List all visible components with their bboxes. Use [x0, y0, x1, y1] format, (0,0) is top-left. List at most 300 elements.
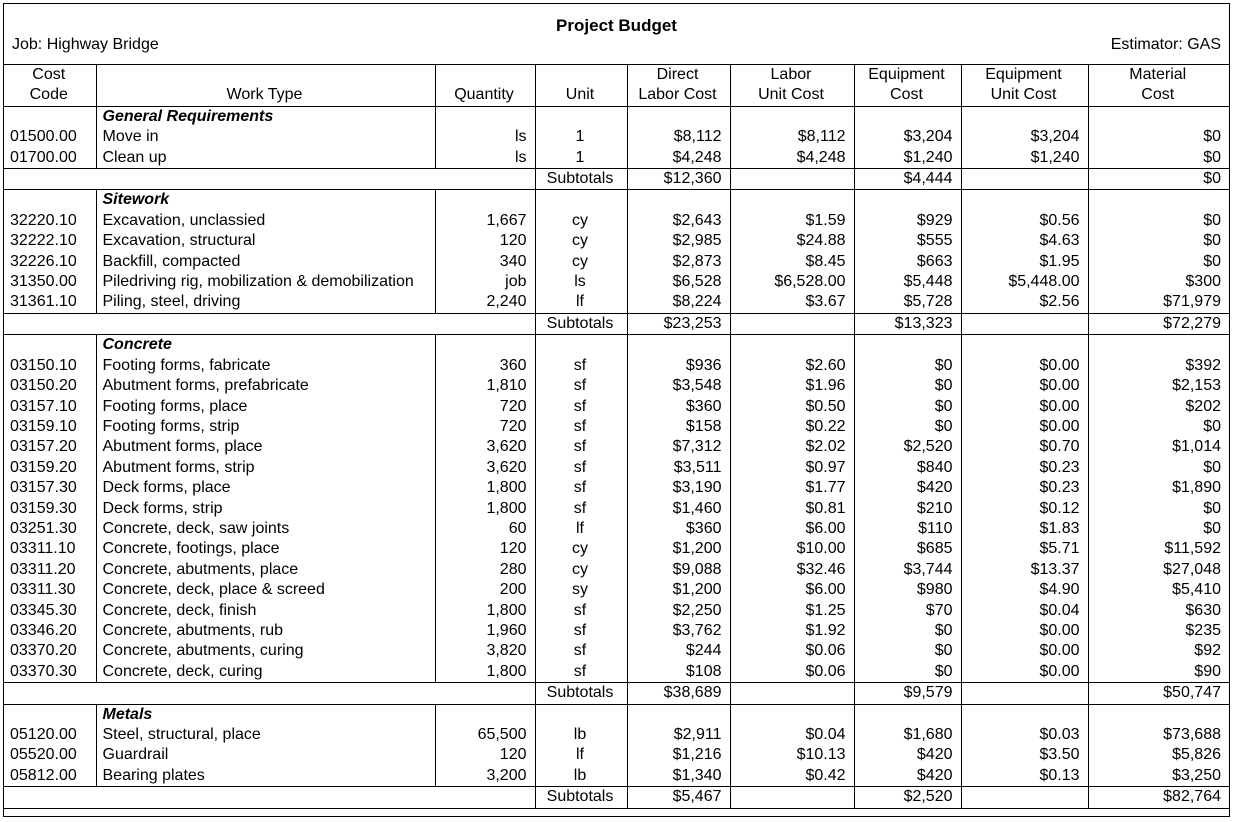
cell-equipment-unit-cost: $0.23 — [961, 458, 1088, 478]
cell-material-cost: $630 — [1088, 601, 1229, 621]
cell-labor-unit-cost: $1.77 — [730, 478, 854, 498]
empty-cell — [627, 704, 730, 725]
empty-cell — [627, 335, 730, 356]
cell-cost-code: 03159.20 — [10, 458, 77, 476]
cell-equipment-unit-cost: $13.37 — [961, 560, 1088, 580]
table-row — [4, 127, 1229, 147]
cell-material-cost: $300 — [1088, 272, 1229, 292]
table-row — [4, 662, 1229, 683]
cell-equipment-cost: $0 — [854, 662, 961, 683]
cell-unit: ls — [535, 272, 627, 292]
cell-labor-unit-cost: $6.00 — [730, 580, 854, 600]
cell-equipment-unit-cost: $0.00 — [961, 397, 1088, 417]
cell-direct-labor-cost: $6,528 — [627, 272, 730, 292]
cell-quantity: ls — [435, 148, 535, 169]
cell-cost-code: 32222.10 — [10, 232, 77, 250]
cell-work-type: Deck forms, strip — [96, 499, 435, 519]
cell-equipment-unit-cost: $0.04 — [961, 601, 1088, 621]
cell-cost-code: 05520.00 — [10, 746, 77, 764]
empty-cell — [854, 335, 961, 356]
empty-cell — [435, 169, 535, 190]
cell-unit: sf — [535, 417, 627, 437]
cell-cost-code: 32226.10 — [10, 252, 77, 270]
empty-cell — [961, 335, 1088, 356]
cell-cost-code: 03159.10 — [10, 417, 77, 435]
cell-unit: sf — [535, 437, 627, 457]
subtotal-direct-labor-cost: $38,689 — [627, 683, 730, 704]
table-row — [4, 397, 1229, 417]
subtotal-equipment-cost: $4,444 — [854, 169, 961, 190]
col-equipment-cost: Equipment Cost — [854, 65, 961, 107]
cell-material-cost: $392 — [1088, 356, 1229, 376]
cell-equipment-cost: $980 — [854, 580, 961, 600]
table-row — [4, 211, 1229, 231]
cell-equipment-unit-cost: $0.70 — [961, 437, 1088, 457]
table-row — [4, 292, 1229, 313]
empty-cell — [535, 335, 627, 356]
cell-unit: lb — [535, 766, 627, 787]
cell-material-cost: $0 — [1088, 127, 1229, 147]
cell-work-type: Excavation, structural — [96, 231, 435, 251]
cell-work-type: Footing forms, strip — [96, 417, 435, 437]
cell-work-type: Piling, steel, driving — [96, 292, 435, 313]
col-unit: Unit — [535, 65, 627, 107]
cell-direct-labor-cost: $8,224 — [627, 292, 730, 313]
cell-equipment-cost: $2,520 — [854, 437, 961, 457]
empty-cell — [4, 787, 96, 808]
cell-unit: lf — [535, 292, 627, 313]
section-name: Sitework — [96, 190, 435, 211]
empty-cell — [4, 335, 96, 356]
subtotal-equipment-cost: $2,520 — [854, 787, 961, 808]
cell-unit: cy — [535, 560, 627, 580]
cell-direct-labor-cost: $3,548 — [627, 376, 730, 396]
subtotal-equipment-cost: $9,579 — [854, 683, 961, 704]
cell-work-type: Steel, structural, place — [96, 725, 435, 745]
cell-cost-code: 01500.00 — [10, 128, 77, 146]
cell-equipment-unit-cost: $0.13 — [961, 766, 1088, 787]
cell-work-type: Guardrail — [96, 745, 435, 765]
cell-quantity: 3,200 — [435, 766, 535, 787]
cell-quantity: 1,800 — [435, 601, 535, 621]
cell-work-type: Backfill, compacted — [96, 252, 435, 272]
empty-cell — [435, 683, 535, 704]
cell-unit: sf — [535, 499, 627, 519]
cell-labor-unit-cost: $0.06 — [730, 641, 854, 661]
cell-equipment-unit-cost: $0.03 — [961, 725, 1088, 745]
cell-work-type: Abutment forms, strip — [96, 458, 435, 478]
cell-equipment-cost: $210 — [854, 499, 961, 519]
cell-cost-code: 03150.10 — [10, 356, 77, 374]
table-row — [4, 601, 1229, 621]
cell-unit: sf — [535, 397, 627, 417]
cell-material-cost: $27,048 — [1088, 560, 1229, 580]
table-row — [4, 417, 1229, 437]
subtotal-row — [4, 169, 1229, 190]
section-name: General Requirements — [96, 106, 435, 127]
page-title: Project Budget — [556, 16, 677, 35]
cell-labor-unit-cost: $0.81 — [730, 499, 854, 519]
cell-direct-labor-cost: $244 — [627, 641, 730, 661]
cell-direct-labor-cost: $1,460 — [627, 499, 730, 519]
cell-cost-code: 32220.10 — [10, 211, 77, 229]
table-row — [4, 148, 1229, 169]
cell-material-cost: $1,890 — [1088, 478, 1229, 498]
cell-labor-unit-cost: $0.97 — [730, 458, 854, 478]
cell-unit: sf — [535, 376, 627, 396]
subtotal-row — [4, 787, 1229, 808]
cell-quantity: ls — [435, 127, 535, 147]
section-header-row — [4, 335, 1229, 356]
cell-unit: cy — [535, 231, 627, 251]
cell-material-cost: $90 — [1088, 662, 1229, 683]
cell-cost-code: 05812.00 — [10, 766, 77, 784]
budget-table — [4, 64, 1229, 809]
section-header-row — [4, 704, 1229, 725]
table-row — [4, 766, 1229, 787]
cell-direct-labor-cost: $2,911 — [627, 725, 730, 745]
cell-labor-unit-cost: $32.46 — [730, 560, 854, 580]
cell-equipment-unit-cost: $0.56 — [961, 211, 1088, 231]
cell-labor-unit-cost: $6.00 — [730, 519, 854, 539]
cell-direct-labor-cost: $4,248 — [627, 148, 730, 169]
cell-equipment-unit-cost: $5.71 — [961, 539, 1088, 559]
cell-material-cost: $235 — [1088, 621, 1229, 641]
empty-cell — [961, 787, 1088, 808]
cell-material-cost: $0 — [1088, 231, 1229, 251]
cell-direct-labor-cost: $9,088 — [627, 560, 730, 580]
cell-cost-code: 03157.30 — [10, 479, 77, 497]
cell-unit: 1 — [535, 127, 627, 147]
empty-cell — [435, 313, 535, 334]
cell-work-type: Concrete, abutments, rub — [96, 621, 435, 641]
cell-work-type: Clean up — [96, 148, 435, 169]
table-row — [4, 560, 1229, 580]
cell-equipment-cost: $0 — [854, 641, 961, 661]
cell-equipment-unit-cost: $0.23 — [961, 478, 1088, 498]
cell-work-type: Concrete, abutments, curing — [96, 641, 435, 661]
cell-material-cost: $0 — [1088, 211, 1229, 231]
estimator-label: Estimator: GAS — [1110, 36, 1221, 53]
empty-cell — [961, 313, 1088, 334]
table-row — [4, 499, 1229, 519]
cell-equipment-cost: $420 — [854, 766, 961, 787]
cell-quantity: 1,800 — [435, 499, 535, 519]
empty-cell — [730, 190, 854, 211]
cell-equipment-cost: $110 — [854, 519, 961, 539]
col-direct-labor-cost: Direct Labor Cost — [627, 65, 730, 107]
cell-cost-code: 03157.10 — [10, 397, 77, 415]
empty-cell — [854, 190, 961, 211]
table-row — [4, 725, 1229, 745]
cell-quantity: job — [435, 272, 535, 292]
cell-equipment-cost: $840 — [854, 458, 961, 478]
cell-quantity: 200 — [435, 580, 535, 600]
empty-cell — [1088, 704, 1229, 725]
cell-cost-code: 03370.20 — [10, 642, 77, 660]
cell-equipment-cost: $3,204 — [854, 127, 961, 147]
cell-equipment-unit-cost: $0.00 — [961, 376, 1088, 396]
cell-equipment-unit-cost: $4.63 — [961, 231, 1088, 251]
cell-cost-code: 03251.30 — [10, 519, 77, 537]
cell-labor-unit-cost: $0.06 — [730, 662, 854, 683]
cell-direct-labor-cost: $2,985 — [627, 231, 730, 251]
cell-labor-unit-cost: $10.00 — [730, 539, 854, 559]
empty-cell — [730, 787, 854, 808]
table-row — [4, 252, 1229, 272]
cell-direct-labor-cost: $1,340 — [627, 766, 730, 787]
section-name: Concrete — [96, 335, 435, 356]
empty-cell — [854, 106, 961, 127]
cell-unit: sf — [535, 356, 627, 376]
cell-labor-unit-cost: $1.25 — [730, 601, 854, 621]
cell-quantity: 720 — [435, 397, 535, 417]
table-row — [4, 231, 1229, 251]
cell-work-type: Abutment forms, prefabricate — [96, 376, 435, 396]
empty-cell — [1088, 106, 1229, 127]
cell-quantity: 120 — [435, 745, 535, 765]
cell-labor-unit-cost: $3.67 — [730, 292, 854, 313]
cell-equipment-cost: $555 — [854, 231, 961, 251]
cell-equipment-cost: $420 — [854, 745, 961, 765]
empty-cell — [961, 704, 1088, 725]
empty-cell — [4, 313, 96, 334]
cell-unit: sf — [535, 478, 627, 498]
cell-material-cost: $202 — [1088, 397, 1229, 417]
subtotal-equipment-cost: $13,323 — [854, 313, 961, 334]
empty-cell — [535, 704, 627, 725]
cell-quantity: 1,960 — [435, 621, 535, 641]
cell-cost-code: 03157.20 — [10, 438, 77, 456]
subtotal-direct-labor-cost: $5,467 — [627, 787, 730, 808]
empty-cell — [730, 683, 854, 704]
section-name: Metals — [96, 704, 435, 725]
cell-cost-code: 31350.00 — [10, 273, 77, 291]
cell-material-cost: $0 — [1088, 148, 1229, 169]
empty-cell — [435, 704, 535, 725]
cell-cost-code: 03311.20 — [10, 560, 76, 578]
cell-labor-unit-cost: $8,112 — [730, 127, 854, 147]
cell-equipment-cost: $420 — [854, 478, 961, 498]
cell-equipment-cost: $70 — [854, 601, 961, 621]
cell-unit: cy — [535, 211, 627, 231]
cell-labor-unit-cost: $8.45 — [730, 252, 854, 272]
empty-cell — [4, 704, 96, 725]
table-row — [4, 478, 1229, 498]
cell-equipment-cost: $0 — [854, 356, 961, 376]
cell-cost-code: 31361.10 — [10, 293, 77, 311]
cell-work-type: Bearing plates — [96, 766, 435, 787]
cell-material-cost: $2,153 — [1088, 376, 1229, 396]
job-label: Job: Highway Bridge — [12, 36, 159, 53]
empty-cell — [1088, 335, 1229, 356]
subtotal-label: Subtotals — [535, 313, 627, 334]
cell-cost-code: 03370.30 — [10, 662, 77, 680]
cell-equipment-cost: $0 — [854, 376, 961, 396]
cell-unit: sf — [535, 601, 627, 621]
cell-labor-unit-cost: $0.22 — [730, 417, 854, 437]
cell-unit: cy — [535, 539, 627, 559]
cell-material-cost: $3,250 — [1088, 766, 1229, 787]
cell-unit: lf — [535, 745, 627, 765]
cell-work-type: Concrete, footings, place — [96, 539, 435, 559]
cell-direct-labor-cost: $3,511 — [627, 458, 730, 478]
section-header-row — [4, 106, 1229, 127]
empty-cell — [96, 313, 435, 334]
cell-equipment-unit-cost: $4.90 — [961, 580, 1088, 600]
cell-cost-code: 03346.20 — [10, 621, 77, 639]
col-cost-code: Cost Code — [4, 65, 96, 107]
subtotal-row — [4, 313, 1229, 334]
cell-labor-unit-cost: $2.02 — [730, 437, 854, 457]
table-row — [4, 356, 1229, 376]
cell-quantity: 2,240 — [435, 292, 535, 313]
cell-equipment-unit-cost: $1.83 — [961, 519, 1088, 539]
empty-cell — [435, 190, 535, 211]
cell-equipment-cost: $1,240 — [854, 148, 961, 169]
cell-work-type: Footing forms, place — [96, 397, 435, 417]
cell-material-cost: $0 — [1088, 458, 1229, 478]
cell-quantity: 65,500 — [435, 725, 535, 745]
cell-equipment-unit-cost: $1,240 — [961, 148, 1088, 169]
cell-work-type: Piledriving rig, mobilization & demobilization — [96, 272, 435, 292]
cell-cost-code: 03311.30 — [10, 581, 76, 599]
cell-cost-code: 03159.30 — [10, 499, 77, 517]
cell-direct-labor-cost: $360 — [627, 397, 730, 417]
cell-direct-labor-cost: $2,643 — [627, 211, 730, 231]
cell-direct-labor-cost: $1,200 — [627, 539, 730, 559]
cell-labor-unit-cost: $0.50 — [730, 397, 854, 417]
empty-cell — [4, 169, 96, 190]
cell-direct-labor-cost: $8,112 — [627, 127, 730, 147]
cell-work-type: Deck forms, place — [96, 478, 435, 498]
cell-equipment-unit-cost: $0.00 — [961, 641, 1088, 661]
table-row — [4, 641, 1229, 661]
cell-unit: sf — [535, 662, 627, 683]
empty-cell — [730, 169, 854, 190]
cell-labor-unit-cost: $0.04 — [730, 725, 854, 745]
empty-cell — [730, 335, 854, 356]
cell-material-cost: $5,410 — [1088, 580, 1229, 600]
table-row — [4, 539, 1229, 559]
cell-unit: sf — [535, 621, 627, 641]
cell-equipment-unit-cost: $5,448.00 — [961, 272, 1088, 292]
empty-cell — [961, 683, 1088, 704]
cell-direct-labor-cost: $936 — [627, 356, 730, 376]
cell-quantity: 120 — [435, 539, 535, 559]
section-header-row — [4, 190, 1229, 211]
col-material-cost: Material Cost — [1088, 65, 1229, 107]
cell-quantity: 280 — [435, 560, 535, 580]
cell-work-type: Move in — [96, 127, 435, 147]
empty-cell — [854, 704, 961, 725]
cell-cost-code: 05120.00 — [10, 726, 77, 743]
cell-direct-labor-cost: $3,190 — [627, 478, 730, 498]
cell-unit: 1 — [535, 148, 627, 169]
empty-cell — [535, 190, 627, 211]
cell-direct-labor-cost: $108 — [627, 662, 730, 683]
cell-equipment-cost: $0 — [854, 417, 961, 437]
header-row — [4, 65, 1229, 107]
subtotal-material-cost: $50,747 — [1088, 683, 1229, 704]
cell-cost-code: 03311.10 — [10, 540, 76, 558]
cell-labor-unit-cost: $2.60 — [730, 356, 854, 376]
cell-work-type: Abutment forms, place — [96, 437, 435, 457]
cell-unit: sy — [535, 580, 627, 600]
cell-quantity: 60 — [435, 519, 535, 539]
empty-cell — [961, 190, 1088, 211]
cell-equipment-cost: $0 — [854, 397, 961, 417]
table-row — [4, 745, 1229, 765]
cell-equipment-cost: $929 — [854, 211, 961, 231]
empty-cell — [961, 169, 1088, 190]
empty-cell — [96, 169, 435, 190]
col-equipment-unit-cost: Equipment Unit Cost — [961, 65, 1088, 107]
cell-equipment-unit-cost: $3.50 — [961, 745, 1088, 765]
cell-equipment-cost: $0 — [854, 621, 961, 641]
cell-unit: sf — [535, 641, 627, 661]
col-work-type: Work Type — [96, 65, 435, 107]
cell-equipment-cost: $663 — [854, 252, 961, 272]
cell-labor-unit-cost: $4,248 — [730, 148, 854, 169]
cell-material-cost: $0 — [1088, 519, 1229, 539]
cell-cost-code: 03345.30 — [10, 601, 77, 619]
cell-material-cost: $71,979 — [1088, 292, 1229, 313]
cell-material-cost: $92 — [1088, 641, 1229, 661]
table-row — [4, 437, 1229, 457]
cell-work-type: Concrete, abutments, place — [96, 560, 435, 580]
cell-equipment-cost: $685 — [854, 539, 961, 559]
budget-sheet — [3, 3, 1230, 817]
cell-work-type: Concrete, deck, finish — [96, 601, 435, 621]
cell-material-cost: $73,688 — [1088, 725, 1229, 745]
table-row — [4, 458, 1229, 478]
empty-cell — [96, 683, 435, 704]
table-row — [4, 621, 1229, 641]
cell-material-cost: $0 — [1088, 499, 1229, 519]
cell-material-cost: $0 — [1088, 252, 1229, 272]
cell-quantity: 3,820 — [435, 641, 535, 661]
col-labor-unit-cost: Labor Unit Cost — [730, 65, 854, 107]
empty-cell — [435, 787, 535, 808]
cell-quantity: 340 — [435, 252, 535, 272]
cell-material-cost: $5,826 — [1088, 745, 1229, 765]
cell-quantity: 1,800 — [435, 478, 535, 498]
cell-material-cost: $1,014 — [1088, 437, 1229, 457]
cell-direct-labor-cost: $158 — [627, 417, 730, 437]
empty-cell — [96, 787, 435, 808]
budget-body — [4, 106, 1229, 808]
table-row — [4, 519, 1229, 539]
empty-cell — [4, 106, 96, 127]
table-row — [4, 272, 1229, 292]
cell-equipment-unit-cost: $0.00 — [961, 662, 1088, 683]
cell-direct-labor-cost: $2,250 — [627, 601, 730, 621]
empty-cell — [435, 106, 535, 127]
empty-cell — [730, 106, 854, 127]
cell-direct-labor-cost: $3,762 — [627, 621, 730, 641]
cell-direct-labor-cost: $7,312 — [627, 437, 730, 457]
cell-quantity: 1,667 — [435, 211, 535, 231]
cell-work-type: Excavation, unclassied — [96, 211, 435, 231]
cell-direct-labor-cost: $1,216 — [627, 745, 730, 765]
table-row — [4, 580, 1229, 600]
empty-cell — [627, 190, 730, 211]
empty-cell — [627, 106, 730, 127]
subtotal-material-cost: $0 — [1088, 169, 1229, 190]
cell-labor-unit-cost: $1.92 — [730, 621, 854, 641]
cell-equipment-unit-cost: $0.00 — [961, 356, 1088, 376]
